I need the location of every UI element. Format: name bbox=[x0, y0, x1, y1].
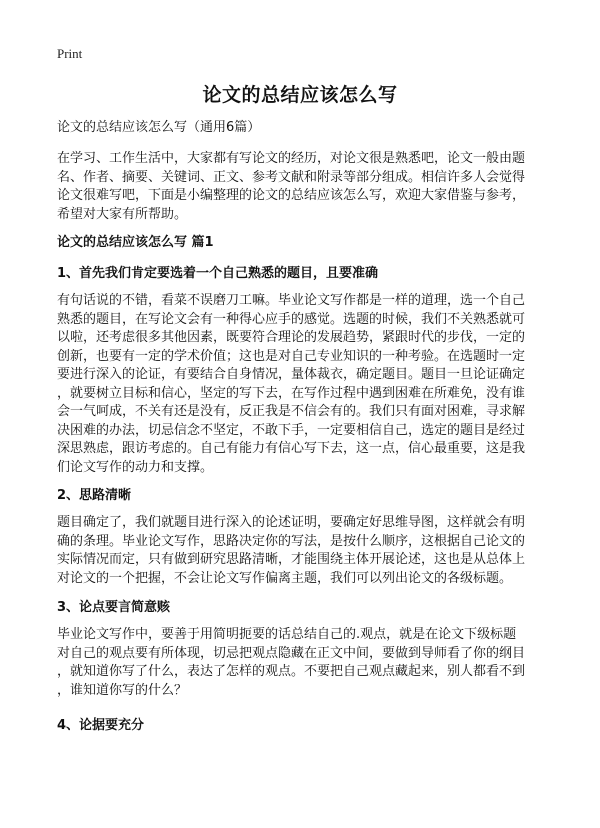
text-line: 实际情况而定，只有做到研究思路清晰，才能围绕主体开展论述，这也是从总体上 bbox=[57, 552, 526, 567]
text-line: 们论文写作的动力和支撑。 bbox=[57, 459, 214, 475]
section-heading-1: 1、首先我们肯定要选着一个自己熟悉的题目，且要准确 bbox=[57, 266, 379, 281]
text-line: 希望对大家有所帮助。 bbox=[57, 206, 188, 222]
text-line: 名、作者、摘要、关键词、正文、参考文献和附录等部分组成。相信许多人会觉得 bbox=[57, 169, 526, 185]
text-line: 要进行深入的论证，有要结合自身情况，量体裁衣，确定题目。题目一旦论证确定 bbox=[57, 367, 526, 382]
text-line: 有句话说的不错，看菜不误磨刀工嘛。毕业论文写作都是一样的道理，选一个自己 bbox=[57, 293, 526, 308]
section-paragraph-3 bbox=[57, 626, 557, 700]
text-line: 毕业论文写作中，要善于用简明扼要的话总结自己的.观点，就是在论文下级标题 bbox=[57, 627, 517, 642]
section-heading-4: 4、论据要充分 bbox=[57, 718, 145, 733]
text-line: 确的条理。毕业论文写作，思路决定你的写法，是按什么顺序，这根据自己论文的 bbox=[57, 533, 526, 549]
text-line: ，谁知道你写的什么？ bbox=[57, 682, 188, 698]
text-line: 在学习、工作生活中，大家都有写论文的经历，对论文很是熟悉吧，论文一般由题 bbox=[57, 151, 526, 166]
print-link[interactable]: Print bbox=[57, 46, 83, 61]
section-heading-3: 3、论点要言简意赅 bbox=[57, 600, 171, 615]
text-line: 以啦，还考虑很多其他因素，既要符合理论的发展趋势，紧跟时代的步伐，一定的 bbox=[57, 330, 526, 345]
text-line: 对论文的一个把握，不会让论文写作偏离主题，我们可以列出论文的各级标题。 bbox=[57, 570, 513, 586]
subtitle: 论文的总结应该怎么写（通用6篇） bbox=[57, 120, 261, 135]
section-heading-2: 2、思路清晰 bbox=[57, 488, 132, 503]
section-paragraph-2 bbox=[57, 514, 557, 588]
text-line: 会一气呵成，不关有还是没有，反正我是不信会有的。我们只有面对困难，寻求解 bbox=[57, 404, 526, 419]
text-line: 题目确定了，我们就题目进行深入的论述证明，要确定好思维导图，这样就会有明 bbox=[57, 515, 526, 530]
text-line: 创新，也要有一定的学术价值；这也是对自己专业知识的一种考验。在选题时一定 bbox=[57, 348, 526, 364]
text-line: 决困难的办法，切忌信念不坚定，不敢下手，一定要相信自己，选定的题目是经过 bbox=[57, 422, 526, 438]
text-line: 深思熟虑，跟访考虑的。自己有能力有信心写下去，这一点，信心最重要，这是我 bbox=[57, 441, 526, 456]
page-title: 论文的总结应该怎么写 bbox=[202, 84, 398, 106]
text-line: 熟悉的题目，在写论文会有一种得心应手的感觉。选题的时候，我们不关熟悉就可 bbox=[57, 311, 526, 327]
text-line: ，就要树立目标和信心，坚定的写下去，在写作过程中遇到困难在所难免，没有谁 bbox=[57, 385, 526, 401]
intro-paragraph bbox=[57, 150, 557, 224]
text-line: 对自己的观点要有所体现，切忌把观点隐藏在正文中间，要做到导师看了你的纲目 bbox=[57, 645, 526, 661]
section-paragraph-1 bbox=[57, 292, 557, 477]
section-title: 论文的总结应该怎么写 篇1 bbox=[57, 235, 214, 250]
text-line: ，就知道你写了什么，表达了怎样的观点。不要把自己观点藏起来，别人都看不到 bbox=[57, 664, 526, 679]
text-line: 论文很难写吧，下面是小编整理的论文的总结应该怎么写，欢迎大家借鉴与参考， bbox=[57, 188, 526, 203]
